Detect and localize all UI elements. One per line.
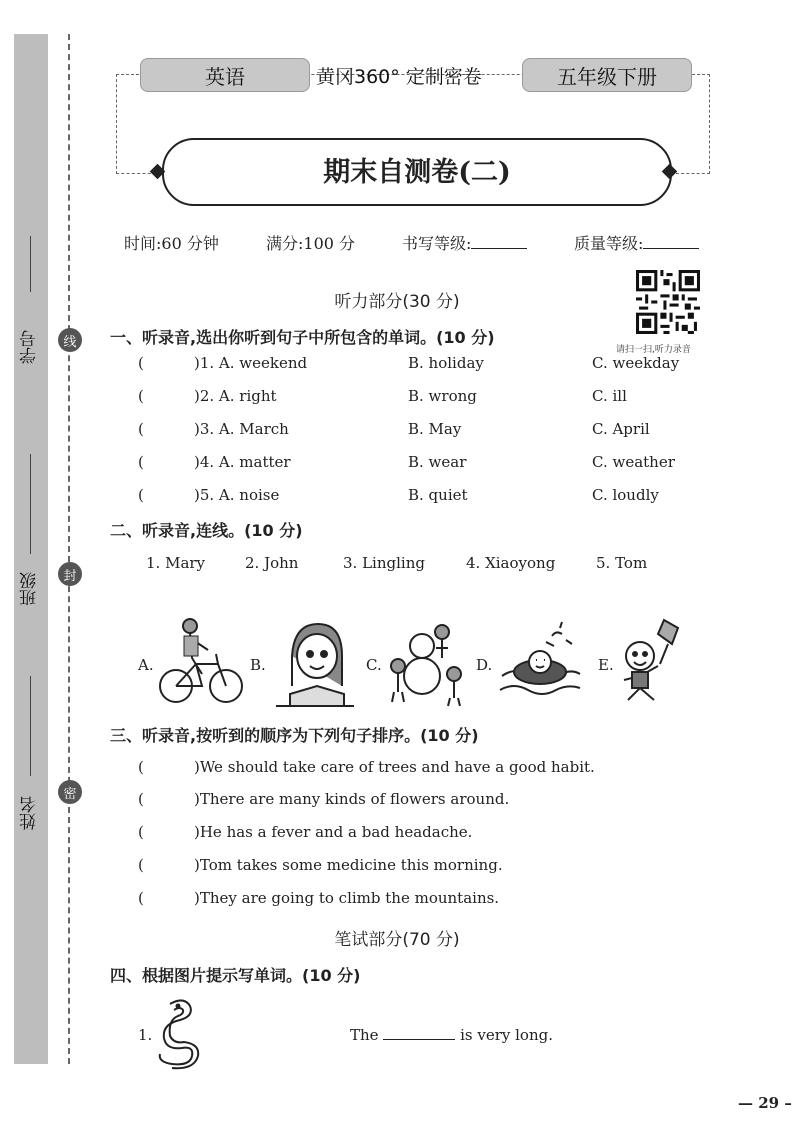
match-name[interactable]: 4. Xiaoyong [466,554,556,572]
seal-seal-mark: 封 [58,562,82,586]
sentence-end: is very long. [460,1026,553,1044]
class-label: 班级 [20,572,40,606]
option-b: B. holiday [408,354,484,372]
writing-grade-field[interactable] [402,231,527,254]
option-b: B. quiet [408,486,468,504]
time-info: 时间:60 分钟 [124,234,219,253]
boy-with-kite-icon[interactable] [616,616,688,708]
q2-heading: 二、听录音,连线。(10 分) [110,521,303,540]
writing-grade-blank[interactable] [471,234,527,249]
seal-secret-mark: 密 [58,780,82,804]
quality-grade-field[interactable] [574,231,699,254]
class-line [30,454,31,554]
option-c: C. weekday [592,354,680,372]
answer-paren-open[interactable]: ( [138,856,144,874]
header-dash-left [116,74,117,174]
writing-section-title: 笔试部分(70 分) [334,930,460,950]
brand-text: 黄冈360° 定制密卷 [316,66,482,88]
option-a: )1. A. weekend [194,354,308,372]
boy-on-bicycle-icon[interactable] [156,616,246,708]
picture-letter: C. [366,656,382,674]
option-c: C. ill [592,387,627,405]
student-id-line [30,236,31,292]
answer-paren-open[interactable]: ( [138,823,144,841]
picture-letter: B. [250,656,266,674]
student-id-label: 学号 [20,330,40,364]
option-b: B. wrong [408,387,477,405]
q4-heading: 四、根据图片提示写单词。(10 分) [110,966,361,985]
writing-grade-label: 书写等级: [402,234,472,253]
qr-caption: 请扫一扫,听力录音 [616,345,691,355]
sentence-start: The [350,1026,379,1044]
page-number: — 29 – [738,1094,792,1112]
answer-paren-open[interactable]: ( [138,790,144,808]
page-title: 期末自测卷(二) [323,157,511,188]
quality-grade-blank[interactable] [643,234,699,249]
option-a: )4. A. matter [194,453,291,471]
q3-heading: 三、听录音,按听到的顺序为下列句子排序。(10 分) [110,726,479,745]
picture-letter: E. [598,656,614,674]
option-a: )2. A. right [194,387,277,405]
q4-sentence [350,1026,553,1044]
picture-letter: A. [138,656,154,674]
answer-paren-open[interactable]: ( [138,387,144,405]
option-a: )5. A. noise [194,486,280,504]
q1-heading: 一、听录音,选出你听到句子中所包含的单词。(10 分) [110,328,495,347]
option-c: C. weather [592,453,675,471]
seal-line-mark: 线 [58,328,82,352]
picture-letter: D. [476,656,493,674]
listening-section-title: 听力部分(30 分) [334,292,460,312]
option-c: C. loudly [592,486,659,504]
quality-grade-label: 质量等级: [574,234,644,253]
full-score-info: 满分:100 分 [266,234,356,253]
match-name[interactable]: 3. Lingling [343,554,425,572]
match-name[interactable]: 2. John [245,554,299,572]
header-dash-bottom-right [676,173,710,174]
header-dash-bottom-left [116,173,156,174]
option-b: B. May [408,420,462,438]
option-c: C. April [592,420,650,438]
answer-paren-open[interactable]: ( [138,420,144,438]
sentence: )There are many kinds of flowers around. [194,790,510,808]
cut-line [68,34,70,1064]
binding-strip [14,34,48,1064]
sentence: )He has a fever and a bad headache. [194,823,473,841]
name-label: 姓名 [20,796,40,830]
option-b: B. wear [408,453,467,471]
girl-reading-icon[interactable] [272,616,358,708]
answer-paren-open[interactable]: ( [138,354,144,372]
sentence: )They are going to climb the mountains. [194,889,500,907]
sentence: )Tom takes some medicine this morning. [194,856,503,874]
answer-paren-open[interactable]: ( [138,889,144,907]
grade-badge: 五年级下册 [522,58,692,92]
match-name[interactable]: 5. Tom [596,554,648,572]
header-dash-right [709,74,710,174]
option-a: )3. A. March [194,420,289,438]
child-swimming-icon[interactable] [496,616,584,708]
match-name[interactable]: 1. Mary [146,554,206,572]
snake-icon[interactable] [150,994,204,1070]
answer-paren-open[interactable]: ( [138,453,144,471]
children-snowman-icon[interactable] [384,616,470,708]
qr-code-icon[interactable] [636,270,700,334]
sentence: )We should take care of trees and have a good habit. [194,758,595,776]
subject-badge: 英语 [140,58,310,92]
name-line [30,676,31,776]
q4-item-number: 1. [138,1026,153,1044]
answer-blank[interactable] [383,1027,455,1040]
answer-paren-open[interactable]: ( [138,758,144,776]
answer-paren-open[interactable]: ( [138,486,144,504]
